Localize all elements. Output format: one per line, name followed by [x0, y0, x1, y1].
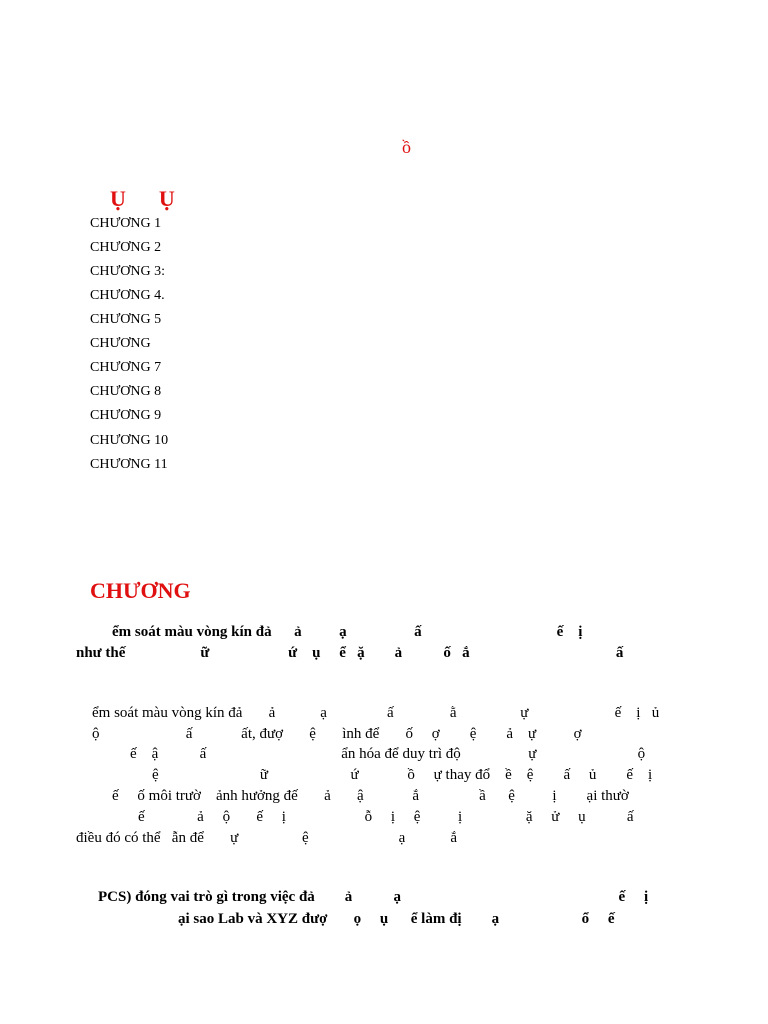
body-line-6: ế ả ộ ế ị ỗ ị ệ ị ặ ử ụ ấ — [138, 809, 634, 825]
body-line-1: ểm soát màu vòng kín đả ả ạ ấ ằ ự ế ị ủ — [92, 705, 660, 721]
body-line-2: ộ ấ ất, đượ ệ ình để ố ợ ệ ả ự ợ — [92, 726, 582, 742]
question-1-line-1: ểm soát màu vòng kín đả ả ạ ấ ế ị — [112, 624, 583, 640]
question-2-line-2: ại sao Lab và XYZ đượ ọ ụ ể làm đị ạ ổ ế — [178, 911, 615, 927]
header-mark: ồ — [402, 137, 411, 157]
toc-item-1[interactable]: CHƯƠNG 1 — [90, 216, 162, 231]
toc-item-8[interactable]: CHƯƠNG 8 — [90, 384, 162, 399]
body-line-4: ệ ữ ứ ồ ự thay đổ ề ệ ấ ủ ế ị — [152, 767, 653, 783]
toc-item-5[interactable]: CHƯƠNG 5 — [90, 312, 162, 327]
chapter-title: CHƯƠNG — [90, 578, 191, 603]
toc-item-11[interactable]: CHƯƠNG 11 — [90, 457, 168, 472]
body-line-3: ế ậ ấ ẩn hóa để duy trì độ ự ộ — [130, 746, 646, 762]
toc-item-7[interactable]: CHƯƠNG 7 — [90, 360, 162, 375]
question-2-line-1: PCS) đóng vai trò gì trong việc đả ả ạ ế ị — [98, 889, 649, 905]
toc-item-4[interactable]: CHƯƠNG 4. — [90, 288, 165, 303]
toc-item-10[interactable]: CHƯƠNG 10 — [90, 433, 169, 448]
toc-item-6[interactable]: CHƯƠNG — [90, 336, 151, 351]
toc-item-2[interactable]: CHƯƠNG 2 — [90, 240, 162, 255]
toc-item-3[interactable]: CHƯƠNG 3: — [90, 264, 166, 279]
toc-title: Ụ Ụ — [110, 186, 175, 211]
body-line-5: ế ố môi trườ ảnh hưởng đế ả ậ ắ ầ ệ ị ại thườ — [112, 788, 629, 804]
toc-item-9[interactable]: CHƯƠNG 9 — [90, 408, 162, 423]
question-1-line-2: như thế ữ ứ ụ ể ặ ả ố ắ ấ — [76, 645, 624, 661]
body-line-7: điều đó có thể ẫn để ự ệ ạ ắ — [76, 830, 457, 846]
